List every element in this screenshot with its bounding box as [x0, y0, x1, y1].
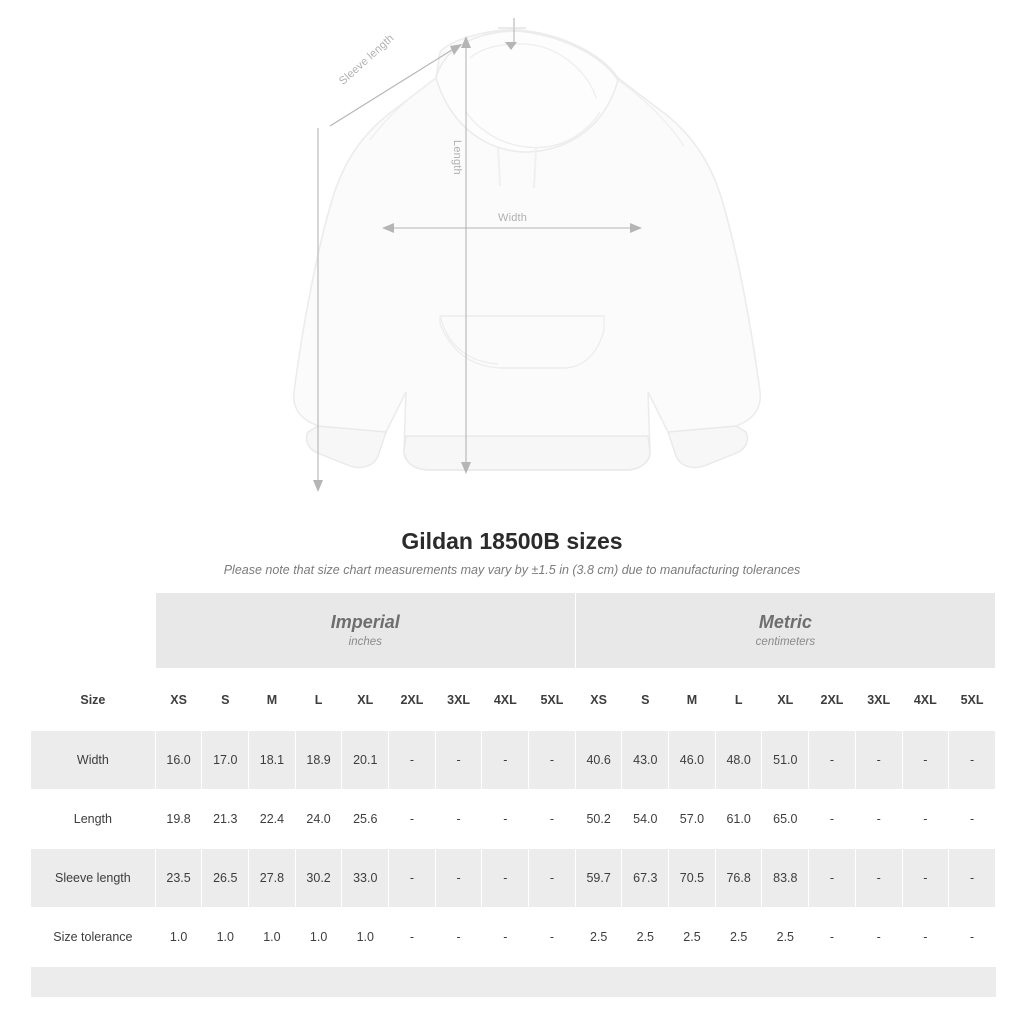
page-title: Gildan 18500B sizes [401, 528, 623, 554]
size-header-imperial-xs: XS [155, 669, 202, 731]
cell-imperial-s: 17.0 [202, 731, 249, 790]
cell-metric-l: 76.8 [715, 849, 762, 908]
cell-metric-l: 61.0 [715, 790, 762, 849]
sleeve-length-label: Sleeve length [336, 32, 397, 88]
cell-imperial-xl: 25.6 [342, 790, 389, 849]
cell-metric-2xl: - [809, 790, 856, 849]
unit-name: Metric [758, 611, 812, 632]
title-block [0, 528, 1024, 577]
size-header-metric-s: S [622, 669, 669, 731]
size-header-imperial-m: M [249, 669, 296, 731]
size-header-imperial-xl: XL [342, 669, 389, 731]
cell-imperial-xs: 19.8 [155, 790, 202, 849]
size-header-metric-xs: XS [575, 669, 622, 731]
cell-metric-3xl: - [855, 849, 902, 908]
cell-imperial-s: 26.5 [202, 849, 249, 908]
row-label: Width [31, 731, 156, 790]
cell-imperial-3xl: - [435, 849, 482, 908]
cell-imperial-2xl: - [389, 849, 436, 908]
cell-imperial-3xl: - [435, 731, 482, 790]
cell-metric-s: 2.5 [622, 908, 669, 967]
size-header-metric-l: L [715, 669, 762, 731]
cell-imperial-5xl: - [529, 849, 576, 908]
size-header-metric-xl: XL [762, 669, 809, 731]
size-header-row [31, 669, 996, 731]
cell-imperial-m: 18.1 [249, 731, 296, 790]
cell-metric-5xl: - [949, 790, 996, 849]
cell-imperial-l: 18.9 [295, 731, 342, 790]
cell-metric-l: 2.5 [715, 908, 762, 967]
cell-metric-4xl: - [902, 790, 949, 849]
table-row [31, 731, 996, 790]
cell-metric-xl: 65.0 [762, 790, 809, 849]
cell-imperial-s: 21.3 [202, 790, 249, 849]
cell-imperial-3xl: - [435, 908, 482, 967]
cell-imperial-2xl: - [389, 790, 436, 849]
size-table [30, 592, 996, 997]
cell-metric-5xl: - [949, 849, 996, 908]
cell-imperial-xl: 33.0 [342, 849, 389, 908]
size-header-metric-m: M [669, 669, 716, 731]
cell-imperial-4xl: - [482, 849, 529, 908]
cell-imperial-5xl: - [529, 790, 576, 849]
size-table-wrapper [30, 592, 996, 997]
size-header-metric-2xl: 2XL [809, 669, 856, 731]
cell-metric-s: 67.3 [622, 849, 669, 908]
unit-header-row [31, 593, 996, 669]
cell-imperial-m: 27.8 [249, 849, 296, 908]
cell-imperial-5xl: - [529, 908, 576, 967]
cell-imperial-3xl: - [435, 790, 482, 849]
table-row [31, 790, 996, 849]
cell-imperial-4xl: - [482, 790, 529, 849]
unit-header-corner [31, 593, 156, 669]
cell-metric-5xl: - [949, 731, 996, 790]
cell-imperial-xl: 1.0 [342, 908, 389, 967]
cell-imperial-2xl: - [389, 731, 436, 790]
cell-metric-m: 70.5 [669, 849, 716, 908]
size-header-imperial-5xl: 5XL [529, 669, 576, 731]
unit-header-metric [575, 593, 995, 669]
cell-imperial-4xl: - [482, 908, 529, 967]
cell-metric-xl: 51.0 [762, 731, 809, 790]
cell-imperial-xs: 16.0 [155, 731, 202, 790]
cell-metric-2xl: - [809, 731, 856, 790]
cell-imperial-xs: 1.0 [155, 908, 202, 967]
cell-metric-3xl: - [855, 908, 902, 967]
cell-metric-5xl: - [949, 908, 996, 967]
tolerance-note: Please note that size chart measurements may vary by ±1.5 in (3.8 cm) due to manufacturing tolerances [223, 563, 801, 577]
unit-subtitle: centimeters [755, 636, 816, 649]
cell-metric-4xl: - [902, 849, 949, 908]
hoodie-shape [294, 30, 761, 470]
cell-metric-xl: 2.5 [762, 908, 809, 967]
cell-imperial-xs: 23.5 [155, 849, 202, 908]
cell-imperial-m: 22.4 [249, 790, 296, 849]
table-row [31, 908, 996, 967]
cell-metric-m: 57.0 [669, 790, 716, 849]
cell-imperial-l: 1.0 [295, 908, 342, 967]
cell-imperial-m: 1.0 [249, 908, 296, 967]
cell-metric-s: 54.0 [622, 790, 669, 849]
table-footer-strip [31, 967, 996, 997]
cell-imperial-xl: 20.1 [342, 731, 389, 790]
cell-metric-4xl: - [902, 908, 949, 967]
length-label: Length [451, 140, 463, 175]
size-header-label: Size [31, 669, 156, 731]
cell-metric-4xl: - [902, 731, 949, 790]
size-header-imperial-2xl: 2XL [389, 669, 436, 731]
cell-metric-xs: 40.6 [575, 731, 622, 790]
table-footer-cell [31, 967, 996, 997]
size-header-metric-4xl: 4XL [902, 669, 949, 731]
row-label: Length [31, 790, 156, 849]
cell-imperial-s: 1.0 [202, 908, 249, 967]
cell-metric-xs: 50.2 [575, 790, 622, 849]
cell-metric-m: 46.0 [669, 731, 716, 790]
row-label: Size tolerance [31, 908, 156, 967]
size-header-metric-3xl: 3XL [855, 669, 902, 731]
table-row [31, 849, 996, 908]
size-header-imperial-l: L [295, 669, 342, 731]
row-label: Sleeve length [31, 849, 156, 908]
cell-metric-l: 48.0 [715, 731, 762, 790]
cell-metric-xs: 59.7 [575, 849, 622, 908]
width-label: Width [498, 212, 528, 224]
cell-metric-xs: 2.5 [575, 908, 622, 967]
cell-imperial-l: 24.0 [295, 790, 342, 849]
size-header-imperial-4xl: 4XL [482, 669, 529, 731]
unit-name: Imperial [330, 611, 400, 632]
size-header-imperial-s: S [202, 669, 249, 731]
cell-imperial-2xl: - [389, 908, 436, 967]
cell-metric-m: 2.5 [669, 908, 716, 967]
cell-imperial-5xl: - [529, 731, 576, 790]
cell-imperial-4xl: - [482, 731, 529, 790]
cell-metric-3xl: - [855, 731, 902, 790]
unit-header-imperial [155, 593, 575, 669]
cell-metric-2xl: - [809, 849, 856, 908]
cell-imperial-l: 30.2 [295, 849, 342, 908]
cell-metric-2xl: - [809, 908, 856, 967]
size-header-imperial-3xl: 3XL [435, 669, 482, 731]
cell-metric-xl: 83.8 [762, 849, 809, 908]
size-header-metric-5xl: 5XL [949, 669, 996, 731]
cell-metric-3xl: - [855, 790, 902, 849]
unit-subtitle: inches [348, 636, 382, 649]
cell-metric-s: 43.0 [622, 731, 669, 790]
